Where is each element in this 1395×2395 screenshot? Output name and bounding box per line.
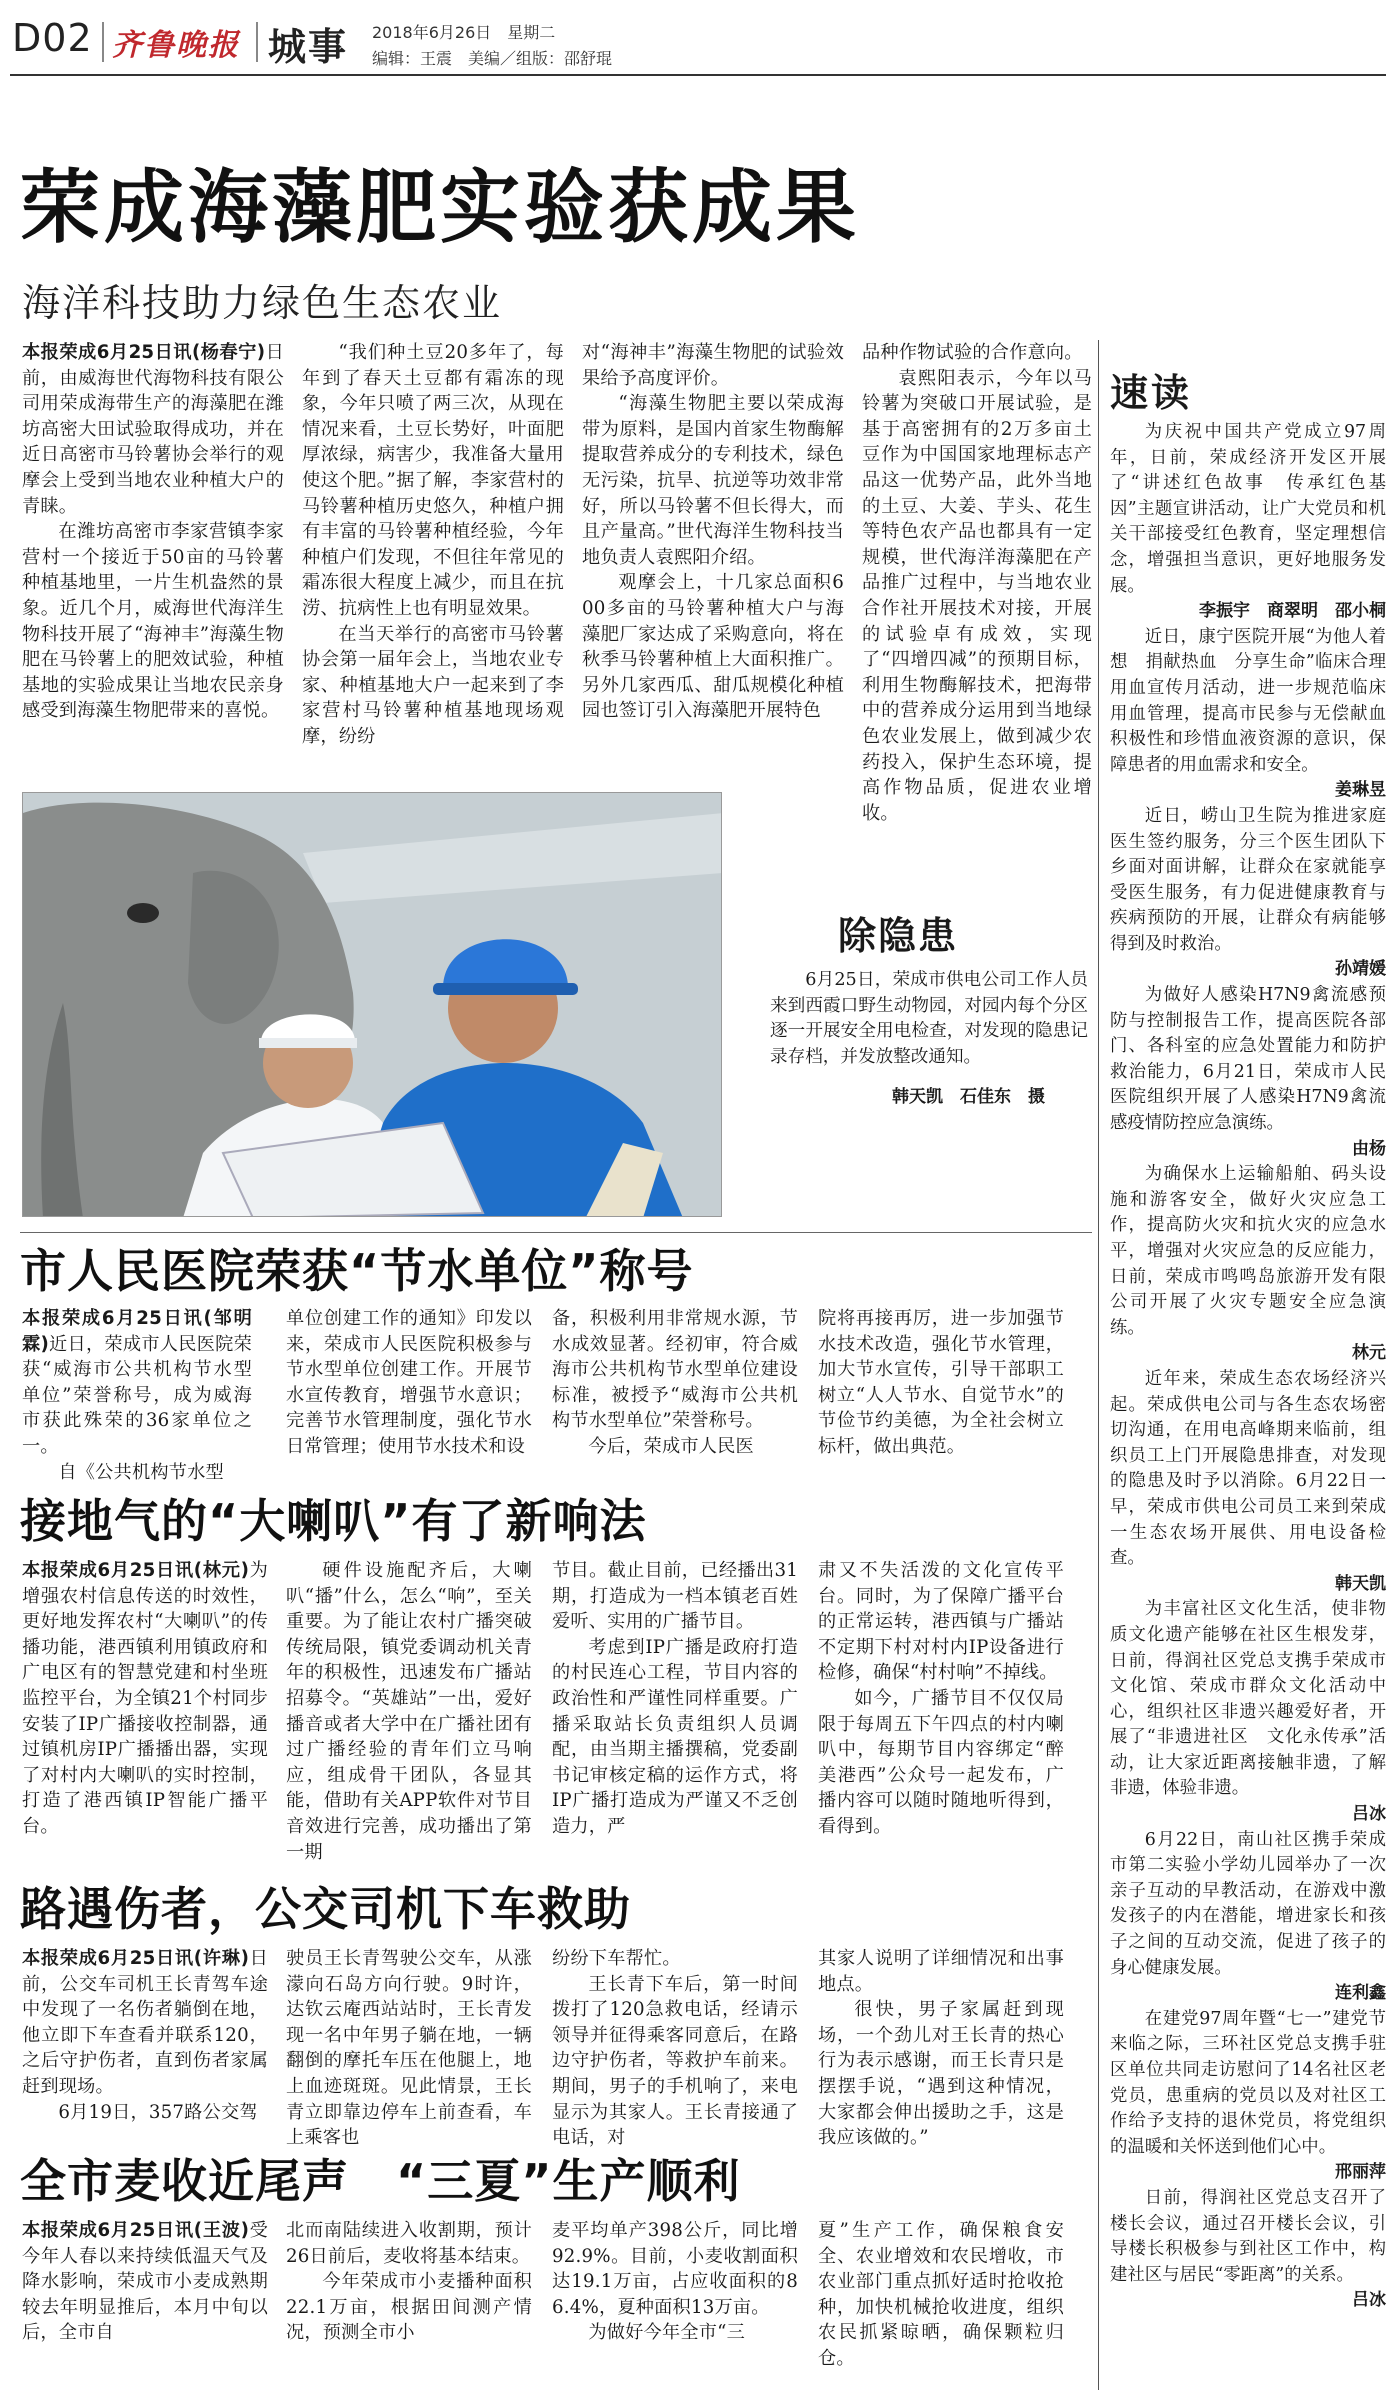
lead-paragraph: 袁熙阳表示，今年以马铃薯为突破口开展试验，是基于高密拥有的2万多亩土豆作为中国国家地理标志产品这一优势产品，此外当地的土豆、大姜、芋头、花生等特色农产品也都具有一定规模，世代海洋海藻肥在产品推广过程中，与当地农业合作社开展技术对接，开展的试验卓有成效，实现了“四增四减”的预期目标，利用生物酶解技术，把海带中的营养成分运用到当地绿色农业发展上，做到减少农药投入，保护生态环境，提高作物品质，促进农业增收。 bbox=[862, 367, 1092, 824]
masthead-divider-1 bbox=[102, 22, 104, 62]
bus-column-4 bbox=[818, 1946, 1064, 2151]
brief-text: 近年来，荣成生态农场经济兴起。荣成供电公司与各生态农场密切沟通，在用电高峰期来临前，组织员工上门开展隐患排查，对发现的隐患及时予以消除。6月22日一早，荣成市供电公司员工来到荣成一生态农场开展供、用电设备检查。 bbox=[1110, 1368, 1386, 1569]
bus-dateline: 本报荣成6月25日讯(许琳) bbox=[22, 1948, 250, 1969]
lead-column-3 bbox=[582, 340, 844, 724]
harvest-paragraph: 今年荣成市小麦播种面积22.1万亩，根据田间测产情况，预测全市小 bbox=[286, 2271, 532, 2344]
hospital-column-1 bbox=[22, 1306, 252, 1485]
broadcast-paragraph: 硬件设施配齐后，大喇叭“播”什么，怎么“响”，至关重要。为了能让农村广播突破传统局限，镇党委调动机关青年的积极性，迅速发布广播站招募令。“英雄站”一出，爱好播音或者大学中在广播社团有过广播经验的青年们立马响应，组成骨干团队，各显其能，借助有关APP软件对节目音效进行完善，成功播出了第一期 bbox=[286, 1560, 532, 1863]
lead-headline: 荣成海藻肥实验获成果 bbox=[20, 161, 860, 254]
hospital-paragraph: 今后，荣成市人民医 bbox=[588, 1435, 754, 1457]
brief-item bbox=[1110, 1367, 1386, 1597]
brief-text: 为做好人感染H7N9禽流感预防与控制报告工作，提高医院各部门、各科室的应急处置能力和防护救治能力，6月21日，荣成市人民医院组织开展了人感染H7N9禽流感疫情防控应急演练。 bbox=[1110, 985, 1386, 1134]
lead-paragraph: 在潍坊高密市李家营镇李家营村一个接近于50亩的马铃薯种植基地里，一片生机盎然的景象。近几个月，威海世代海洋生物科技开展了“海神丰”海藻生物肥在马铃薯上的肥效试验，种植基地的实验成果让当地农民亲身感受到海藻生物肥带来的喜悦。 bbox=[22, 521, 284, 722]
bus-paragraph: 很快，男子家属赶到现场，一个劲儿对王长青的热心行为表示感谢，而王长青只是摆摆手说，“遇到这种情况，大家都会伸出援助之手，这是我应该做的。” bbox=[818, 1999, 1064, 2149]
brief-text: 日前，得润社区党总支召开了楼长会议，通过召开楼长会议，引导楼长积极参与到社区工作中，构建社区与居民“零距离”的关系。 bbox=[1110, 2187, 1386, 2285]
brief-text: 近日，崂山卫生院为推进家庭医生签约服务，分三个医生团队下乡面对面讲解，让群众在家就能享受医生服务，有力促进健康教育与疾病预防的开展，让群众有病能够得到及时救治。 bbox=[1110, 805, 1386, 954]
sidebar-divider bbox=[1098, 340, 1099, 2390]
editor-credit: 编辑：王震 美编／组版：邵舒琨 bbox=[372, 49, 613, 68]
hospital-paragraph: 备，积极利用非常规水源，节水成效显著。经初审，符合威海市公共机构节水型单位建设标准，被授予“威海市公共机构节水型单位”荣誉称号。 bbox=[552, 1308, 798, 1432]
harvest-paragraph: 为做好今年全市“三 bbox=[588, 2322, 745, 2344]
hospital-dateline: 本报荣成6月25日讯(邹明霖) bbox=[22, 1308, 252, 1355]
bus-paragraph: 王长青下车后，第一时间拨打了120急救电话，经请示领导并征得乘客同意后，在路边守护伤者，等救护车前来。期间，男子的手机响了，来电显示为其家人。王长青接通了电话，对 bbox=[552, 1973, 798, 2149]
broadcast-paragraph: 为增强农村信息传送的时效性，更好地发挥农村“大喇叭”的传播功能，港西镇利用镇政府和广电区有的智慧党建和村坐班监控平台，为全镇21个村同步安装了IP广播接收控制器，通过镇机房IP广播播出器，实现了对村内大喇叭的实时控制，打造了港西镇IP智能广播平台。 bbox=[22, 1560, 268, 1837]
article-divider bbox=[20, 1232, 1092, 1233]
broadcast-paragraph: 如今，广播节目不仅仅局限于每周五下午四点的村内喇叭中，每期节目内容绑定“醉美港西”公众号一起发布，广播内容可以随时随地听得到，看得到。 bbox=[818, 1687, 1064, 1837]
lead-column-1 bbox=[22, 340, 284, 724]
hospital-paragraph: 院将再接再厉，进一步加强节水技术改造，强化节水管理，加大节水宣传，引导干部职工树立“人人节水、自觉节水”的节俭节约美德，为全社会树立标杆，做出典范。 bbox=[818, 1308, 1064, 1457]
harvest-paragraph: 北而南陆续进入收割期，预计26日前后，麦收将基本结束。 bbox=[286, 2220, 532, 2267]
hospital-column-2 bbox=[286, 1306, 532, 1460]
brief-byline: 姜琳昱 bbox=[1335, 780, 1386, 801]
brief-text: 近日，康宁医院开展“为他人着想 捐献热血 分享生命”临床合理用血宣传月活动，进一步规范临床用血管理，提高市民参与无偿献血积极性和珍惜血液资源的意识，保障患者的用血需求和安全。 bbox=[1110, 626, 1386, 775]
broadcast-paragraph: 肃又不失活泼的文化宣传平台。同时，为了保障广播平台的正常运转，港西镇与广播站不定期下村对村内IP设备进行检修，确保“村村响”不掉线。 bbox=[818, 1560, 1064, 1684]
brief-text: 为确保水上运输船舶、码头设施和游客安全，做好火灾应急工作，提高防火灾和抗火灾的应急水平，增强对火灾应急的反应能力，日前，荣成市鸣鸣岛旅游开发有限公司开展了火灾专题安全应急演练。 bbox=[1110, 1164, 1386, 1338]
section-name: 城事 bbox=[268, 25, 349, 69]
brief-byline: 吕冰 bbox=[1352, 2290, 1386, 2311]
broadcast-column-1 bbox=[22, 1558, 268, 1840]
bus-column-3 bbox=[552, 1946, 798, 2151]
lead-paragraph: “海藻生物肥主要以荣成海带为原料，是国内首家生物酶解提取营养成分的专利技术，绿色无污染，抗旱、抗逆等功效非常好，所以马铃薯不但长得大，而且产量高。”世代海洋生物科技当地负责人袁熙阳介绍。 bbox=[582, 393, 844, 568]
brief-item bbox=[1110, 2007, 1386, 2186]
harvest-column-4 bbox=[818, 2218, 1064, 2372]
broadcast-dateline: 本报荣成6月25日讯(林元) bbox=[22, 1560, 250, 1581]
hospital-column-3 bbox=[552, 1306, 798, 1460]
broadcast-column-4 bbox=[818, 1558, 1064, 1840]
lead-dateline: 本报荣成6月25日讯(杨春宁) bbox=[22, 342, 266, 363]
broadcast-paragraph: 节目。截止目前，已经播出31期，打造成为一档本镇老百姓爱听、实用的广播节目。 bbox=[552, 1560, 798, 1633]
broadcast-headline: 接地气的“大喇叭”有了新响法 bbox=[20, 1494, 647, 1548]
bus-paragraph: 驶员王长青驾驶公交车，从涨濛向石岛方向行驶。9时许，达钦云庵西站站时，王长青发现一名中年男子躺在地，一辆翻倒的摩托车压在他腿上，地上血迹斑斑。见此情景，王长青立即靠边停车上前查看，车上乘客也 bbox=[286, 1948, 532, 2149]
brief-item bbox=[1110, 1597, 1386, 1827]
masthead-rule bbox=[10, 74, 1386, 76]
photo-caption: 6月25日，荣成市供电公司工作人员来到西霞口野生动物园，对园内每个分区逐一开展安全用电检查，对发现的隐患记录存档，并发放整改通知。 bbox=[770, 970, 1088, 1067]
brief-byline: 吕冰 bbox=[1352, 1804, 1386, 1825]
bus-paragraph: 其家人说明了详细情况和出事地点。 bbox=[818, 1948, 1064, 1995]
brief-item bbox=[1110, 1828, 1386, 2007]
lead-paragraph: “我们种土豆20多年了，每年到了春天土豆都有霜冻的现象，今年只喷了两三次，从现在情况来看，土豆长势好，叶面肥厚浓绿，病害少，我准备大量用使这个肥。”据了解，李家营村的马铃薯种植历史悠久，种植户拥有丰富的马铃薯种植经验，今年种植户们发现，不但往年常见的霜冻很大程度上减少，而且在抗涝、抗病性上也有明显效果。 bbox=[302, 342, 564, 619]
photo-title: 除隐患 bbox=[838, 914, 959, 958]
page-number: D02 bbox=[12, 16, 93, 60]
brief-byline: 连利鑫 bbox=[1335, 1983, 1386, 2004]
masthead-divider-2 bbox=[256, 22, 258, 62]
brief-byline: 李振宇 商翠明 邵小桐 bbox=[1199, 601, 1386, 622]
issue-date: 2018年6月26日 星期二 bbox=[372, 23, 556, 42]
brief-byline: 孙靖媛 bbox=[1335, 959, 1386, 980]
hospital-headline: 市人民医院荣获“节水单位”称号 bbox=[20, 1244, 694, 1298]
hospital-paragraph: 近日，荣成市人民医院荣获“威海市公共机构节水型单位”荣誉称号，成为威海市获此殊荣的36家单位之一。 bbox=[22, 1333, 253, 1457]
lead-paragraph: 对“海神丰”海藻生物肥的试验效果给予高度评价。 bbox=[582, 342, 844, 389]
bus-driver-headline: 路遇伤者，公交司机下车救助 bbox=[20, 1882, 631, 1936]
harvest-column-2 bbox=[286, 2218, 532, 2346]
photo-illustration bbox=[23, 793, 722, 1217]
brief-item bbox=[1110, 420, 1386, 625]
brief-text: 在建党97周年暨“七一”建党节来临之际，三环社区党总支携手驻区单位共同走访慰问了14名社区老党员，患重病的党员以及对社区工作给予支持的退休党员，将党组织的温暖和关怀送到他们心中。 bbox=[1110, 2008, 1386, 2157]
lead-subheadline: 海洋科技助力绿色生态农业 bbox=[22, 281, 503, 325]
sidebar-title: 速读 bbox=[1110, 371, 1193, 415]
harvest-column-3 bbox=[552, 2218, 798, 2346]
bus-paragraph: 纷纷下车帮忙。 bbox=[552, 1948, 681, 1969]
brief-item bbox=[1110, 1162, 1386, 1367]
brief-text: 为庆祝中国共产党成立97周年，日前，荣成经济开发区开展了“讲述红色故事 传承红色基因”主题宣讲活动，让广大党员和机关干部接受红色教育，坚定理想信念，增强担当意识，更好地服务发展。 bbox=[1110, 422, 1386, 596]
brief-item bbox=[1110, 2186, 1386, 2314]
hospital-paragraph: 自《公共机构节水型 bbox=[58, 1461, 224, 1483]
bus-paragraph: 6月19日，357路公交驾 bbox=[58, 2101, 258, 2123]
lead-paragraph: 品种作物试验的合作意向。 bbox=[862, 342, 1083, 363]
broadcast-paragraph: 考虑到IP广播是政府打造的村民连心工程，节目内容的政治性和严谨性同样重要。广播采取站长负责组织人员调配，由当期主播撰稿，党委副书记审核定稿的运作方式，将IP广播打造成为严谨又不乏创造力，严 bbox=[552, 1636, 798, 1837]
bus-column-2 bbox=[286, 1946, 532, 2151]
brief-byline: 邢丽萍 bbox=[1335, 2162, 1386, 2183]
lead-paragraph: 日前，由威海世代海物科技有限公司用荣成海带生产的海藻肥在潍坊高密大田试验取得成功，并在近日高密市马铃薯协会举行的观摩会上受到当地农业种植大户的青睐。 bbox=[22, 342, 284, 517]
brief-byline: 由杨 bbox=[1352, 1138, 1386, 1159]
brief-text: 为丰富社区文化生活，使非物质文化遗产能够在社区生根发芽，日前，得润社区党总支携手荣成市文化馆、荣成市群众文化活动中心，组织社区非遗兴趣爱好者，开展了“非遗进社区 文化永传承”活动，让大家近距离接触非遗，了解非遗，体验非遗。 bbox=[1110, 1599, 1386, 1799]
bus-column-1 bbox=[22, 1946, 268, 2125]
brief-text: 6月22日，南山社区携手荣成市第二实验小学幼儿园举办了一次亲子互动的早教活动，在游戏中激发孩子的内在潜能，增进家长和孩子之间的互动交流，促进了孩子的身心健康发展。 bbox=[1110, 1829, 1386, 1978]
lead-column-2 bbox=[302, 340, 564, 750]
harvest-paragraph: 麦平均单产398公斤，同比增92.9%。目前，小麦收割面积达19.1万亩，占应收面积的86.4%，夏种面积13万亩。 bbox=[552, 2220, 798, 2318]
bus-paragraph: 日前，公交车司机王长青驾车途中发现了一名伤者躺倒在地，他立即下车查看并联系120，之后守护伤者，直到伤者家属赶到现场。 bbox=[22, 1948, 268, 2097]
broadcast-column-2 bbox=[286, 1558, 532, 1865]
photo-credit: 韩天凯 石佳东 摄 bbox=[892, 1087, 1045, 1107]
brief-item bbox=[1110, 983, 1386, 1162]
harvest-paragraph: 夏”生产工作，确保粮食安全、农业增效和农民增收，市农业部门重点抓好适时抢收抢种，加快机械抢收进度，组织农民抓紧晾晒，确保颗粒归仓。 bbox=[818, 2220, 1064, 2369]
brief-item bbox=[1110, 625, 1386, 804]
lead-column-4 bbox=[862, 340, 1092, 826]
lead-paragraph: 观摩会上，十几家总面积600多亩的马铃薯种植大户与海藻肥厂家达成了采购意向，将在秋季马铃薯种植上大面积推广。另外几家西瓜、甜瓜规模化种植园也签订引入海藻肥开展特色 bbox=[582, 572, 844, 722]
brief-item bbox=[1110, 804, 1386, 983]
hospital-column-4 bbox=[818, 1306, 1064, 1460]
harvest-column-1 bbox=[22, 2218, 268, 2346]
harvest-dateline: 本报荣成6月25日讯(王波) bbox=[22, 2220, 250, 2241]
hospital-paragraph: 单位创建工作的通知》印发以来，荣成市人民医院积极参与节水型单位创建工作。开展节水宣传教育，增强节水意识；完善节水管理制度，强化节水日常管理；使用节水技术和设 bbox=[286, 1308, 532, 1457]
sidebar-list bbox=[1110, 420, 1386, 2314]
lead-paragraph: 在当天举行的高密市马铃薯协会第一届年会上，当地农业专家、种植基地大户一起来到了李家营村马铃薯种植基地现场观摩，纷纷 bbox=[302, 623, 564, 747]
brief-byline: 韩天凯 bbox=[1335, 1573, 1386, 1594]
news-photo bbox=[22, 792, 722, 1217]
brief-byline: 林元 bbox=[1352, 1343, 1386, 1364]
harvest-headline: 全市麦收近尾声 “三夏”生产顺利 bbox=[20, 2154, 741, 2208]
harvest-paragraph: 受今年人春以来持续低温天气及降水影响，荣成市小麦成熟期较去年明显推后，本月中旬以后，全市自 bbox=[22, 2220, 268, 2344]
broadcast-column-3 bbox=[552, 1558, 798, 1840]
paper-logo: 齐鲁晚报 bbox=[112, 28, 240, 63]
